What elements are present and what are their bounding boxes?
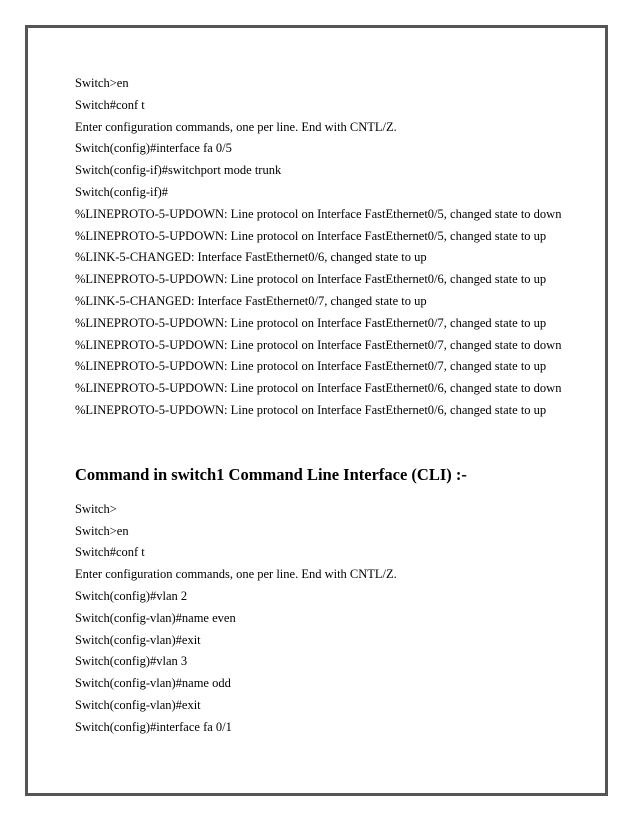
cli-line: %LINK-5-CHANGED: Interface FastEthernet0/7, changed state to up bbox=[75, 293, 427, 308]
cli-line: Enter configuration commands, one per line. End with CNTL/Z. bbox=[75, 567, 397, 582]
cli-line: Switch(config)#vlan 2 bbox=[75, 588, 188, 603]
cli-line: Switch#conf t bbox=[75, 97, 145, 112]
cli-line: %LINEPROTO-5-UPDOWN: Line protocol on Interface FastEthernet0/5, changed state to up bbox=[75, 228, 547, 243]
page-content bbox=[75, 73, 575, 739]
cli-output-block-2 bbox=[75, 499, 575, 739]
cli-line: Switch(config-vlan)#name odd bbox=[75, 676, 231, 691]
cli-line: Switch(config)#vlan 3 bbox=[75, 654, 188, 669]
cli-line: %LINEPROTO-5-UPDOWN: Line protocol on Interface FastEthernet0/7, changed state to up bbox=[75, 315, 547, 330]
cli-line: %LINEPROTO-5-UPDOWN: Line protocol on Interface FastEthernet0/6, changed state to up bbox=[75, 272, 547, 287]
cli-line: %LINEPROTO-5-UPDOWN: Line protocol on Interface FastEthernet0/6, changed state to down bbox=[75, 381, 562, 396]
cli-line: Switch(config)#interface fa 0/1 bbox=[75, 719, 232, 734]
cli-line: Switch(config-vlan)#exit bbox=[75, 632, 201, 647]
cli-line: Switch(config-vlan)#name even bbox=[75, 610, 236, 625]
cli-line: %LINK-5-CHANGED: Interface FastEthernet0/6, changed state to up bbox=[75, 250, 427, 265]
section-heading: Command in switch1 Command Line Interface (CLI) :- bbox=[75, 464, 467, 484]
cli-line: Switch> bbox=[75, 501, 117, 516]
cli-line: Switch(config-vlan)#exit bbox=[75, 697, 201, 712]
cli-line: %LINEPROTO-5-UPDOWN: Line protocol on Interface FastEthernet0/7, changed state to up bbox=[75, 359, 547, 374]
cli-output-block-1 bbox=[75, 73, 575, 422]
cli-line: Switch#conf t bbox=[75, 545, 145, 560]
cli-line: Enter configuration commands, one per line. End with CNTL/Z. bbox=[75, 119, 397, 134]
cli-line: %LINEPROTO-5-UPDOWN: Line protocol on Interface FastEthernet0/7, changed state to down bbox=[75, 337, 562, 352]
cli-line: %LINEPROTO-5-UPDOWN: Line protocol on Interface FastEthernet0/6, changed state to up bbox=[75, 402, 547, 417]
cli-line: Switch(config)#interface fa 0/5 bbox=[75, 141, 232, 156]
cli-line: Switch(config-if)# bbox=[75, 184, 169, 199]
cli-line: Switch>en bbox=[75, 523, 129, 538]
cli-line: %LINEPROTO-5-UPDOWN: Line protocol on Interface FastEthernet0/5, changed state to down bbox=[75, 206, 562, 221]
cli-line: Switch>en bbox=[75, 76, 129, 90]
cli-line: Switch(config-if)#switchport mode trunk bbox=[75, 163, 282, 178]
